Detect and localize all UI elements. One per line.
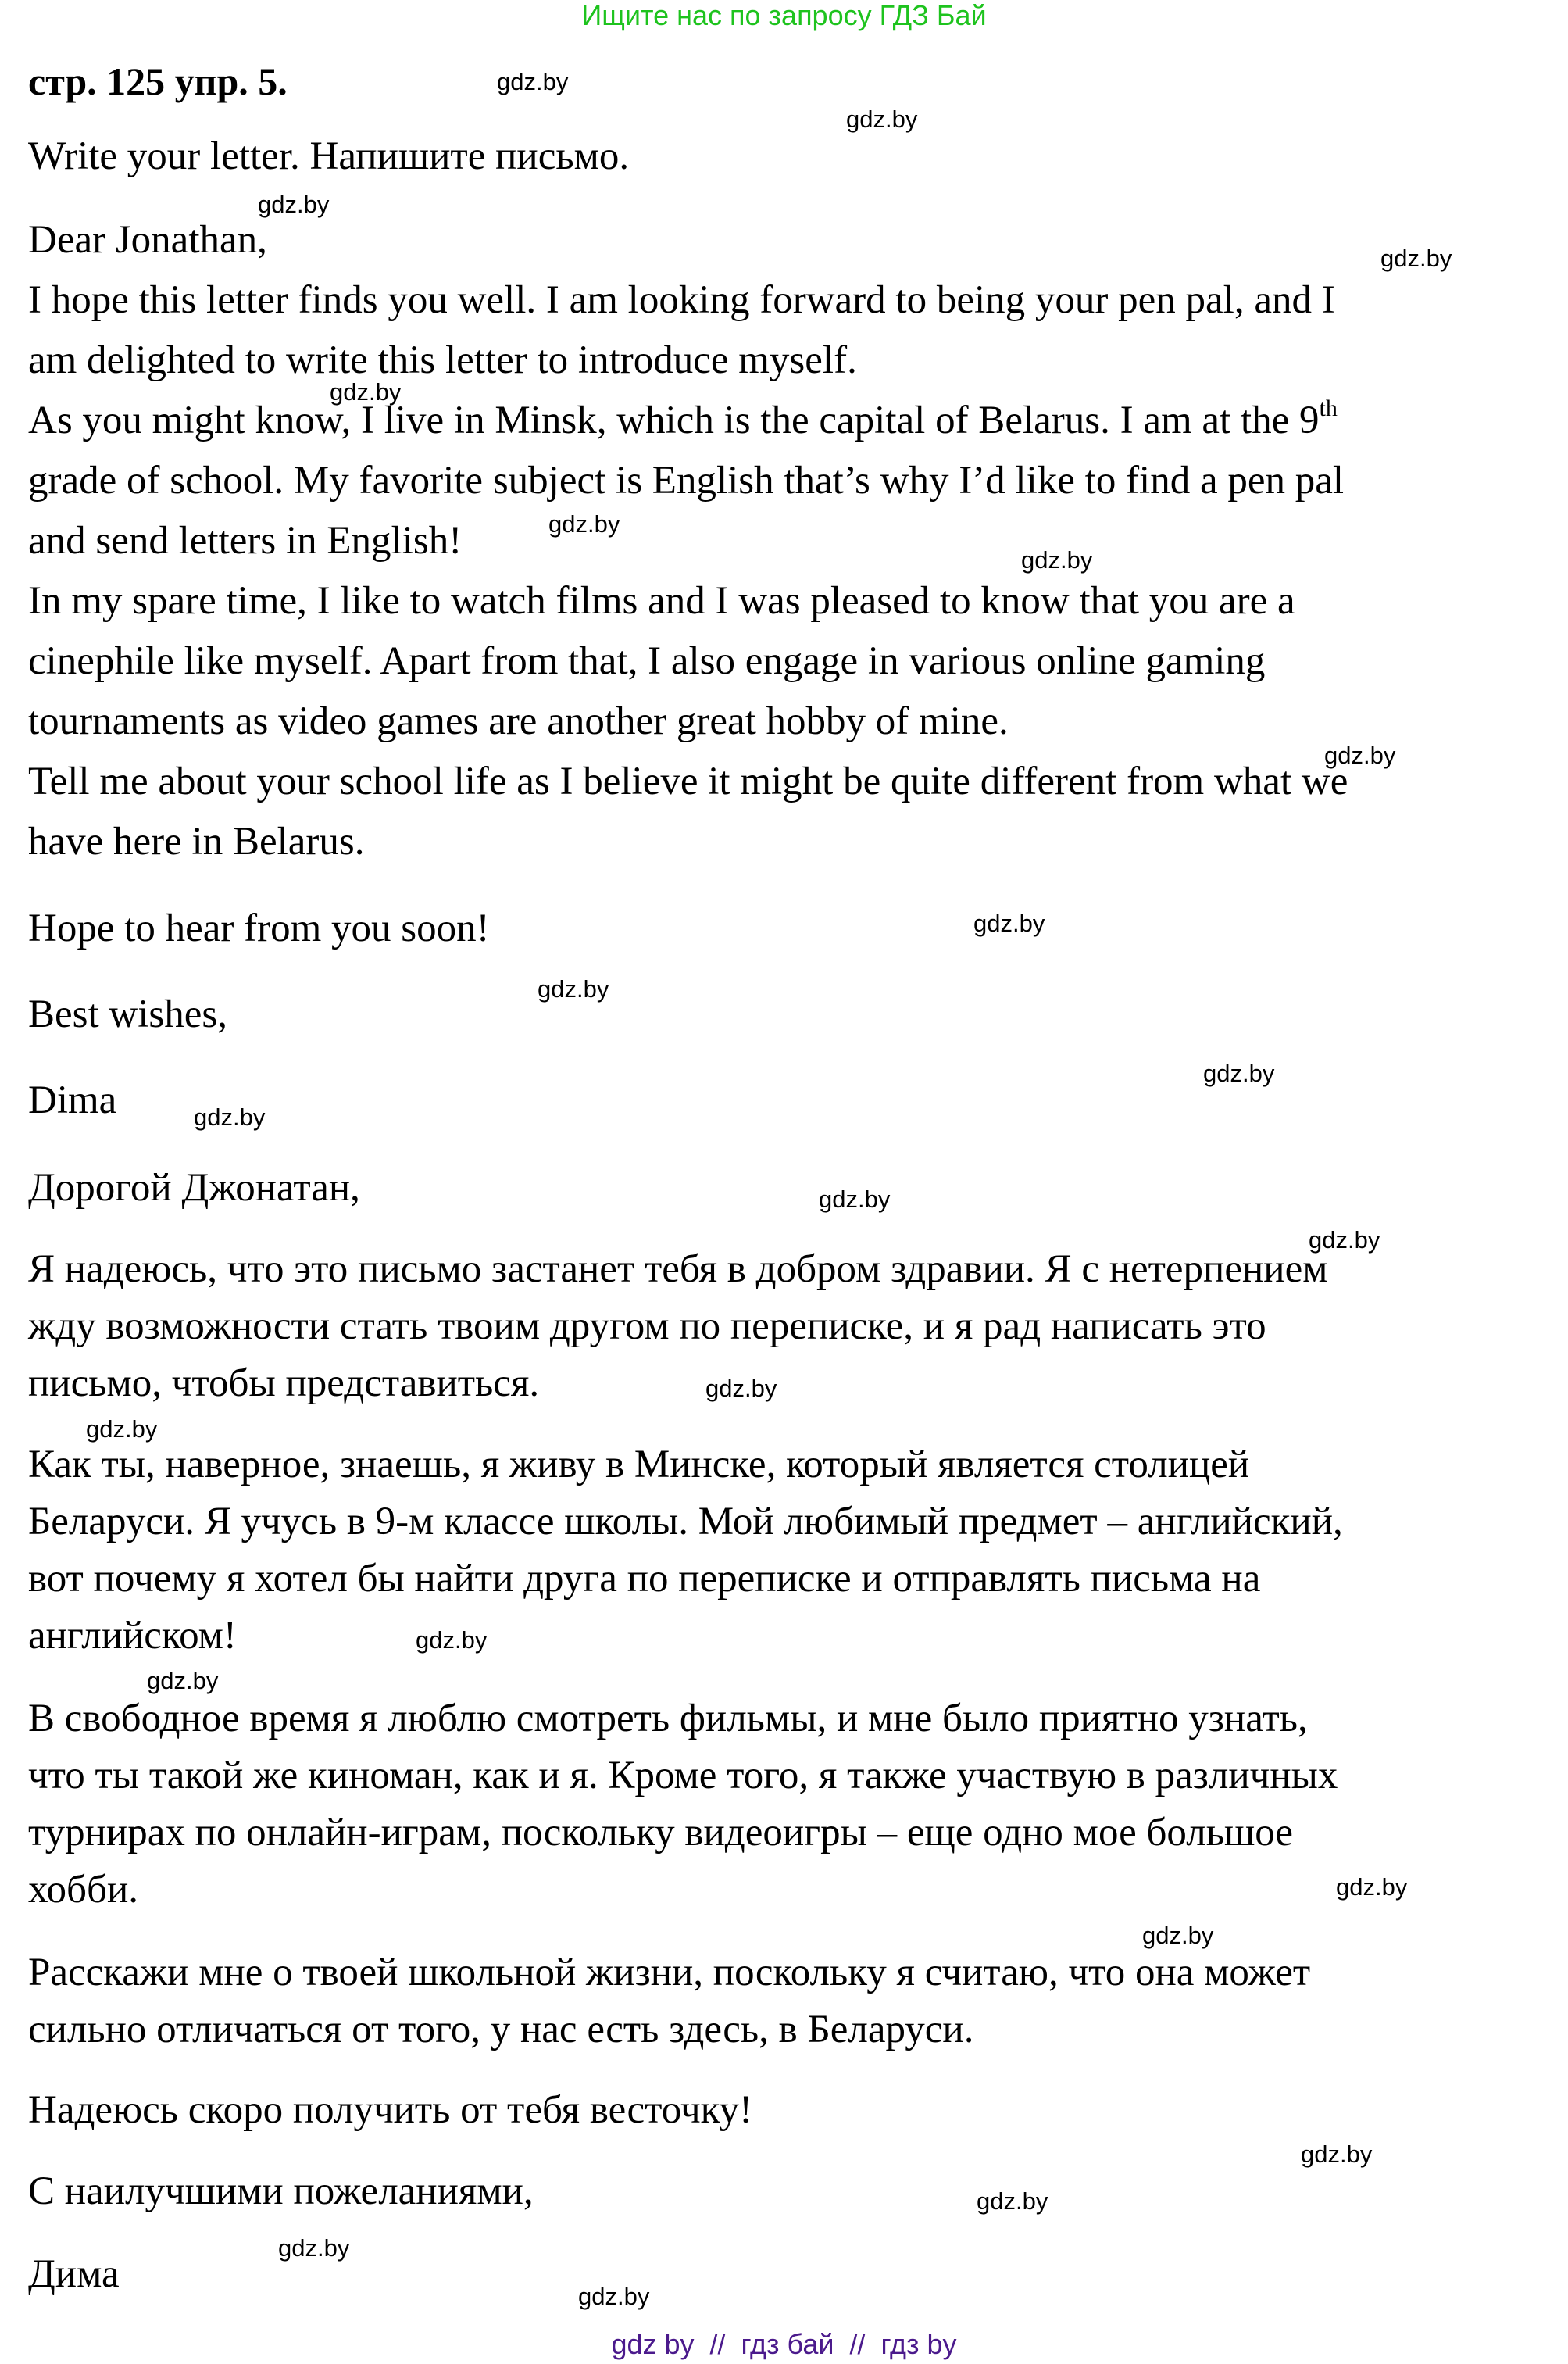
russian-closing: Надеюсь скоро получить от тебя весточку! [28, 2088, 753, 2132]
english-line: am delighted to write this letter to introduce myself. [28, 338, 857, 382]
watermark: gdz.by [497, 68, 569, 95]
english-line [28, 397, 1338, 444]
english-sign-off: Best wishes, [28, 992, 227, 1036]
watermark: gdz.by [86, 1415, 158, 1443]
watermark: gdz.by [1301, 2140, 1373, 2168]
russian-line: Я надеюсь, что это письмо застанет тебя в добром здравии. Я с нетерпением [28, 1247, 1328, 1291]
watermark: gdz.by [1203, 1060, 1275, 1087]
watermark: gdz.by [846, 106, 918, 133]
page-heading: стр. 125 упр. 5. [28, 59, 288, 103]
top-banner: Ищите нас по запросу ГДЗ Бай [581, 0, 987, 31]
russian-line: Беларуси. Я учусь в 9-м классе школы. Мой любимый предмет – английский, [28, 1500, 1343, 1543]
english-line: grade of school. My favorite subject is English that’s why I’d like to find a pen pal [28, 459, 1345, 502]
russian-line: Расскажи мне о твоей школьной жизни, поскольку я считаю, что она может [28, 1951, 1311, 1994]
english-line: In my spare time, I like to watch films and I was pleased to know that you are a [28, 579, 1295, 623]
english-line: cinephile like myself. Apart from that, I also engage in various online gaming [28, 639, 1266, 683]
footer-links: gdz by // гдз бай // гдз by [611, 2328, 957, 2360]
russian-line: жду возможности стать твоим другом по переписке, и я рад написать это [28, 1304, 1266, 1348]
english-greeting: Dear Jonathan, [28, 218, 267, 262]
russian-line: что ты такой же киноман, как и я. Кроме того, я также участвую в различных [28, 1754, 1338, 1797]
watermark: gdz.by [1380, 245, 1452, 272]
watermark: gdz.by [1324, 742, 1396, 769]
watermark: gdz.by [1309, 1226, 1380, 1254]
russian-line: хобби. [28, 1868, 138, 1912]
english-line: I hope this letter finds you well. I am looking forward to being your pen pal, and I [28, 278, 1335, 322]
watermark: gdz.by [416, 1626, 488, 1654]
watermark: gdz.by [194, 1103, 266, 1131]
watermark: gdz.by [977, 2187, 1048, 2215]
ordinal-superscript: th [1319, 395, 1338, 421]
english-line-text: As you might know, I live in Minsk, which is the capital of Belarus. I am at the 9 [28, 399, 1320, 442]
watermark: gdz.by [258, 191, 330, 218]
russian-greeting: Дорогой Джонатан, [28, 1166, 360, 1210]
watermark: gdz.by [330, 378, 402, 406]
watermark: gdz.by [538, 975, 609, 1003]
watermark: gdz.by [1336, 1873, 1408, 1901]
english-line: Tell me about your school life as I believe it might be quite different from what we [28, 760, 1348, 803]
russian-line: вот почему я хотел бы найти друга по переписке и отправлять письма на [28, 1557, 1261, 1600]
watermark: gdz.by [973, 910, 1045, 937]
russian-line: сильно отличаться от того, у нас есть здесь, в Беларуси. [28, 2008, 974, 2051]
english-signature: Dima [28, 1078, 117, 1122]
english-line: and send letters in English! [28, 519, 463, 563]
watermark: gdz.by [819, 1186, 891, 1213]
watermark: gdz.by [278, 2234, 350, 2262]
russian-line: турнирах по онлайн-играм, поскольку видеоигры – еще одно мое большое [28, 1811, 1293, 1854]
russian-line: Как ты, наверное, знаешь, я живу в Минске, который является столицей [28, 1443, 1250, 1486]
watermark: gdz.by [548, 510, 620, 538]
english-line: have here in Belarus. [28, 820, 365, 864]
english-line: tournaments as video games are another great hobby of mine. [28, 699, 1009, 743]
russian-signature: Дима [28, 2252, 120, 2296]
watermark: gdz.by [147, 1667, 219, 1694]
watermark: gdz.by [705, 1375, 777, 1402]
russian-line: В свободное время я люблю смотреть фильмы, и мне было приятно узнать, [28, 1697, 1308, 1740]
russian-line: письмо, чтобы представиться. [28, 1361, 540, 1405]
english-closing: Hope to hear from you soon! [28, 907, 490, 950]
watermark: gdz.by [1021, 546, 1093, 574]
russian-line: английском! [28, 1614, 237, 1658]
russian-sign-off: С наилучшими пожеланиями, [28, 2169, 534, 2213]
task-instruction: Write your letter. Напишите письмо. [28, 134, 630, 178]
watermark: gdz.by [1142, 1922, 1214, 1949]
watermark: gdz.by [578, 2283, 650, 2310]
